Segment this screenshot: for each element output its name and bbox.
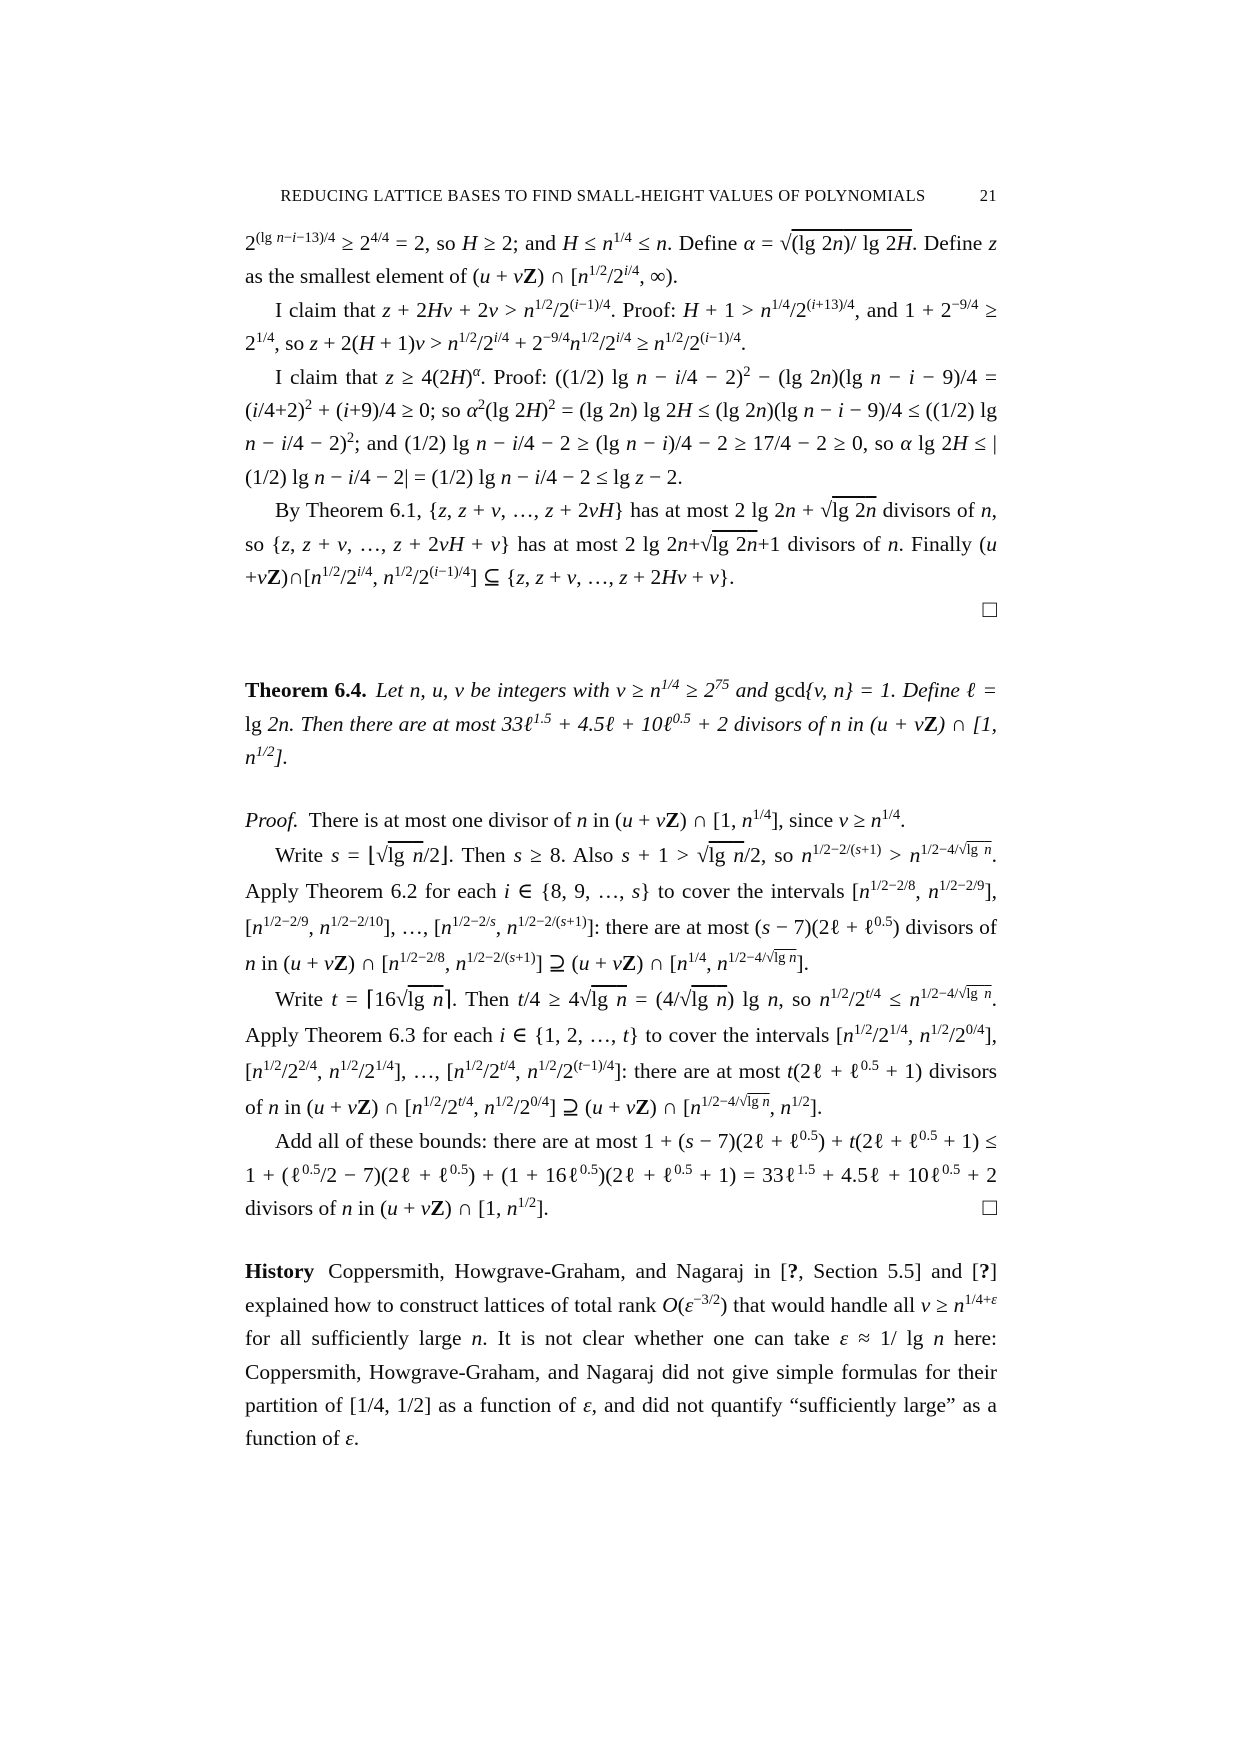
paragraph-claim-1: I claim that $z + 2Hv + 2v > n^{1/2}/2^{(i-1)/4}$. Proof: $H + 1 > n^{1/4}/2^{(i+13)/4}$, and $1 + 2^{-9/4} \ge 2^{1/4}$, so $z + 2(H + 1)v > n^{1/2}/2^{i/4} + 2^{-9/4}n^{1/2}/2^{i/4} \ge n^{1/2}/2^{(i-1)/4}$. (245, 296, 997, 356)
proof-64-intro (245, 804, 997, 837)
page-body (245, 227, 997, 1456)
qed-box-proof-63: □ (982, 597, 997, 624)
running-head (245, 186, 997, 206)
theorem-body: Let n, u, v be integers with $v \ge n^{1/4} \ge 2^{75}$ and gcd{v, n} = 1. Define ℓ = lg 2n. Then there are at most 33ℓ$^{1.5}$ + 4.5ℓ + 10ℓ$^{0.5}$ + 2 divisors of n in (u + vZ) ∩ [1, $n^{1/2}$]. (245, 677, 997, 770)
proof-paragraph-intervals-63: Write t = ⌈16√lg n⌉. Then t/4 ≥ 4√lg n = (4/√lg n) lg n, so $n^{1/2}/2^{t/4} \le n^{1/2-4/√lg n}$. Apply Theorem 6.3 for each i ∈ {1, 2, …, t} to cover the intervals [$n^{1/2}/2^{1/4}$, $n^{1/2}/2^{0/4}$], [$n^{1/2}/2^{2/4}$, $n^{1/2}/2^{1/4}$], …, [$n^{1/2}/2^{t/4}$, $n^{1/2}/2^{(t-1)/4}$]: there are at most t(2ℓ + ℓ$^{0.5}$ + 1) divisors of n in (u + vZ) ∩ [$n^{1/2}/2^{t/4}$, $n^{1/2}/2^{0/4}$] ⊇ (u + vZ) ∩ [$n^{1/2-4/√lg n}$, $n^{1/2}$]. (245, 986, 997, 1120)
theorem-label: Theorem 6.4. (245, 678, 367, 703)
theorem-6-4 (245, 674, 997, 774)
paragraph-claim-2: I claim that $z \ge 4(2H)^\alpha$. Proof: ((1/2) lg n − i/4 − 2)$^2$ − (lg 2n)(lg $n - i - 9)/4 = (i/4+2)^2 + (i+9)/4 \ge 0$; so $\alpha^2(\lg$ 2H)$^2$ = (lg 2n) lg 2H ≤ (lg 2n)(lg n − i − 9)/4 ≤ ((1/2) lg n − i/4 − 2)$^2$; and (1/2) lg n − i/4 − 2 ≥ (lg n − i)/4 − 2 ≥ 17/4 − 2 ≥ 0, so α lg 2H ≤ |(1/2) lg n − i/4 − 2| = (1/2) lg n − i/4 − 2 ≤ lg z − 2. (245, 363, 997, 489)
history-section (245, 1255, 997, 1455)
proof-intro-text: There is at most one divisor of n in (u + vZ) ∩ [1, $n^{1/4}$], since $v \ge n^{1/4}$. (308, 806, 906, 832)
qed-box-proof-64: □ (982, 1194, 997, 1221)
proof-paragraph-intervals-62: Write s = ⌊√lg n/2⌋. Then s ≥ 8. Also s + 1 > √lg n/2, so $n^{1/2-2/(s+1)} > n^{1/2-4/√lg n}$. Apply Theorem 6.2 for each i ∈ {8, 9, …, s} to cover the intervals [$n^{1/2-2/8}$, $n^{1/2-2/9}$], [$n^{1/2-2/9}$, $n^{1/2-2/10}$], …, [$n^{1/2-2/s}$, $n^{1/2-2/(s+1)}$]: there are at most (s − 7)(2ℓ + ℓ$^{0.5}$) divisors of n in (u + vZ) ∩ [$n^{1/2-2/8}$, $n^{1/2-2/(s+1)}$] ⊇ (u + vZ) ∩ [$n^{1/4}$, $n^{1/2-4/√lg n}$]. (245, 842, 997, 976)
paragraph-theorem-61-application: By Theorem 6.1, {z, z + v, …, z + 2vH} has at most 2 lg 2n + √lg 2n divisors of n, so {z, z + v, …, z + 2vH + v} has at most 2 lg 2n+√lg 2n+1 divisors of n. Finally $(u +vZ)\cap[n^{1/2}/2^{i/4}$, $n^{1/2}/2^{(i-1)/4}$] ⊆ {z, z + v, …, z + 2Hv + v}. (245, 498, 998, 590)
proof-paragraph-sum-bounds: Add all of these bounds: there are at most 1 + (s − 7)(2ℓ + ℓ$^{0.5}$) + t(2ℓ + ℓ$^{0.5}$ + 1) ≤ 1 + (ℓ$^{0.5}$/2 − 7)(2ℓ + ℓ$^{0.5}$) + (1 + 16ℓ$^{0.5}$)(2ℓ + ℓ$^{0.5}$ + 1) = 33ℓ$^{1.5}$ + 4.5ℓ + 10ℓ$^{0.5}$ + 2 divisors of n in (u + vZ) ∩ [1, $n^{1/2}$]. □ (245, 1125, 997, 1225)
page-number: 21 (979, 186, 997, 205)
running-head-title: REDUCING LATTICE BASES TO FIND SMALL-HEIGHT VALUES OF POLYNOMIALS (280, 186, 926, 205)
paragraph-proof-63-continuation: $2^{(lg n-i-13)/4} \ge 2^{4/4} = 2$, so H ≥ 2; and $H \le n^{1/4} \le n$. Define α = √(lg 2n)/ lg 2H. Define z as the smallest element of (u + vZ) ∩ [$n^{1/2}/2^{i/4}$, ∞). (245, 229, 997, 289)
history-label: History (245, 1259, 315, 1284)
proof-label: Proof. (245, 807, 299, 832)
history-body: Coppersmith, Howgrave-Graham, and Nagaraj in [?, Section 5.5] and [?] explained how to construct lattices of total rank $O(\varepsilon^{-3/2})$ that would handle all $v \ge n^{1/4+\varepsilon}$ for all sufficiently large n. It is not clear whether one can take ε ≈ 1/ lg n here: Coppersmith, Howgrave-Graham, and Nagaraj did not give simple formulas for their partition of [1/4, 1/2] as a function of ε, and did not quantify “sufficiently large” as a function of ε. (245, 1259, 998, 1451)
text-block (245, 186, 997, 1456)
